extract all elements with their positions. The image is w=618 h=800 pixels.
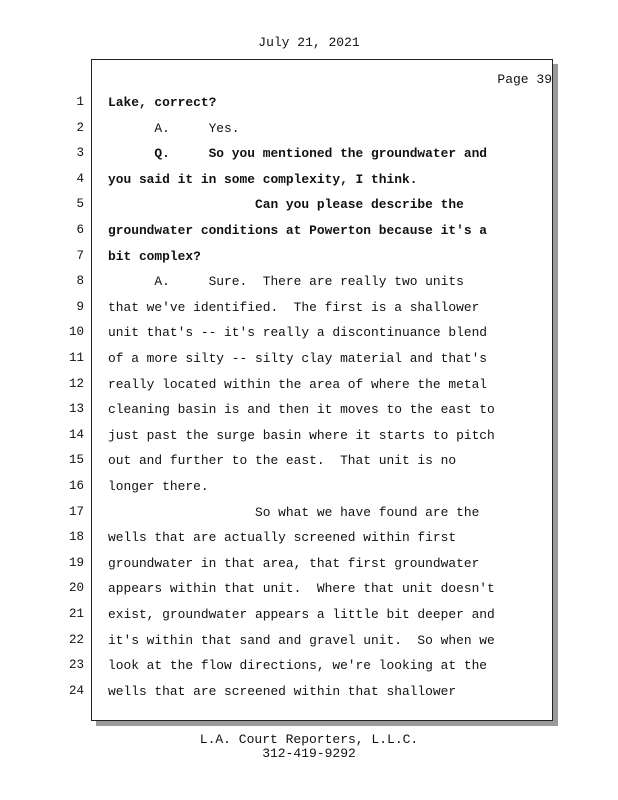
line-text: groundwater conditions at Powerton because it's a [108,223,488,238]
reporter-phone: 312-419-9292 [262,746,356,761]
line-number: 12 [68,376,84,391]
transcript-line [0,116,618,142]
transcript-line [0,448,618,474]
transcript-line [0,372,618,398]
transcript-line [0,628,618,654]
line-text: So what we have found are the [108,504,480,520]
line-number: 5 [76,197,84,212]
transcript-line [0,192,618,218]
line-text: unit that's -- it's really a discontinuance blend [108,325,488,341]
transcript-line [0,320,618,346]
line-text: Lake, correct? [108,95,217,110]
transcript-line [0,679,618,705]
line-number: 19 [68,555,84,570]
page-number: Page 39 [497,72,552,87]
line-text: it's within that sand and gravel unit. So when we [108,632,495,648]
line-number: 3 [76,146,84,161]
line-text: bit complex? [108,248,201,264]
line-number: 4 [76,171,84,186]
line-number: 8 [76,274,84,289]
transcript-line [0,90,618,116]
transcript-line [0,346,618,372]
line-text: Q. So you mentioned the groundwater and [108,146,488,162]
line-number: 13 [68,402,84,417]
line-text: groundwater in that area, that first groundwater [108,555,480,571]
line-number: 23 [68,658,84,673]
line-number: 18 [68,530,84,545]
line-text: just past the surge basin where it starts to pitch [108,427,495,443]
line-text: cleaning basin is and then it moves to the east to [108,402,495,418]
line-text: you said it in some complexity, I think. [108,171,418,187]
transcript-line [0,474,618,500]
line-number: 22 [68,632,84,647]
line-text: really located within the area of where the metal [108,376,488,392]
line-text: exist, groundwater appears a little bit deeper and [108,607,495,622]
line-number: 11 [68,351,84,365]
line-text: wells that are actually screened within first [108,530,457,546]
transcript-line [0,576,618,602]
transcript-line [0,653,618,679]
line-text: out and further to the east. That unit is no [108,453,457,469]
line-number: 24 [68,683,84,698]
line-text: of a more silty -- silty clay material and that's [108,351,488,366]
line-number: 15 [68,453,84,468]
line-number: 9 [76,299,84,314]
line-text: wells that are screened within that shallower [108,683,457,699]
transcript-line [0,167,618,193]
transcript-line [0,244,618,270]
line-number: 2 [76,120,84,135]
transcript-line [0,218,618,244]
line-text: longer there. [108,479,209,494]
line-number: 17 [68,504,84,519]
line-text: A. Sure. There are really two units [108,274,464,290]
line-text: that we've identified. The first is a shallower [108,299,480,315]
line-text: A. Yes. [108,120,240,136]
transcript-line [0,500,618,526]
transcript-line [0,397,618,423]
line-text: Can you please describe the [108,197,464,213]
line-text: look at the flow directions, we're looking at the [108,658,488,674]
line-number: 10 [68,325,84,340]
transcript-line [0,423,618,449]
reporter-company: L.A. Court Reporters, L.L.C. [199,732,419,747]
transcript-line [0,295,618,321]
transcript-line [0,525,618,551]
transcript-line [0,141,618,167]
transcript-date: July 21, 2021 [258,35,360,50]
line-number: 7 [76,248,84,263]
line-number: 14 [68,427,84,442]
footer [0,733,618,761]
transcript-line [0,602,618,628]
line-number: 20 [68,581,84,596]
line-number: 6 [76,223,84,237]
transcript-line [0,551,618,577]
line-number: 1 [76,95,84,109]
line-number: 16 [68,479,84,493]
line-number: 21 [68,607,84,621]
line-text: appears within that unit. Where that unit doesn't [108,581,495,597]
transcript-line [0,269,618,295]
